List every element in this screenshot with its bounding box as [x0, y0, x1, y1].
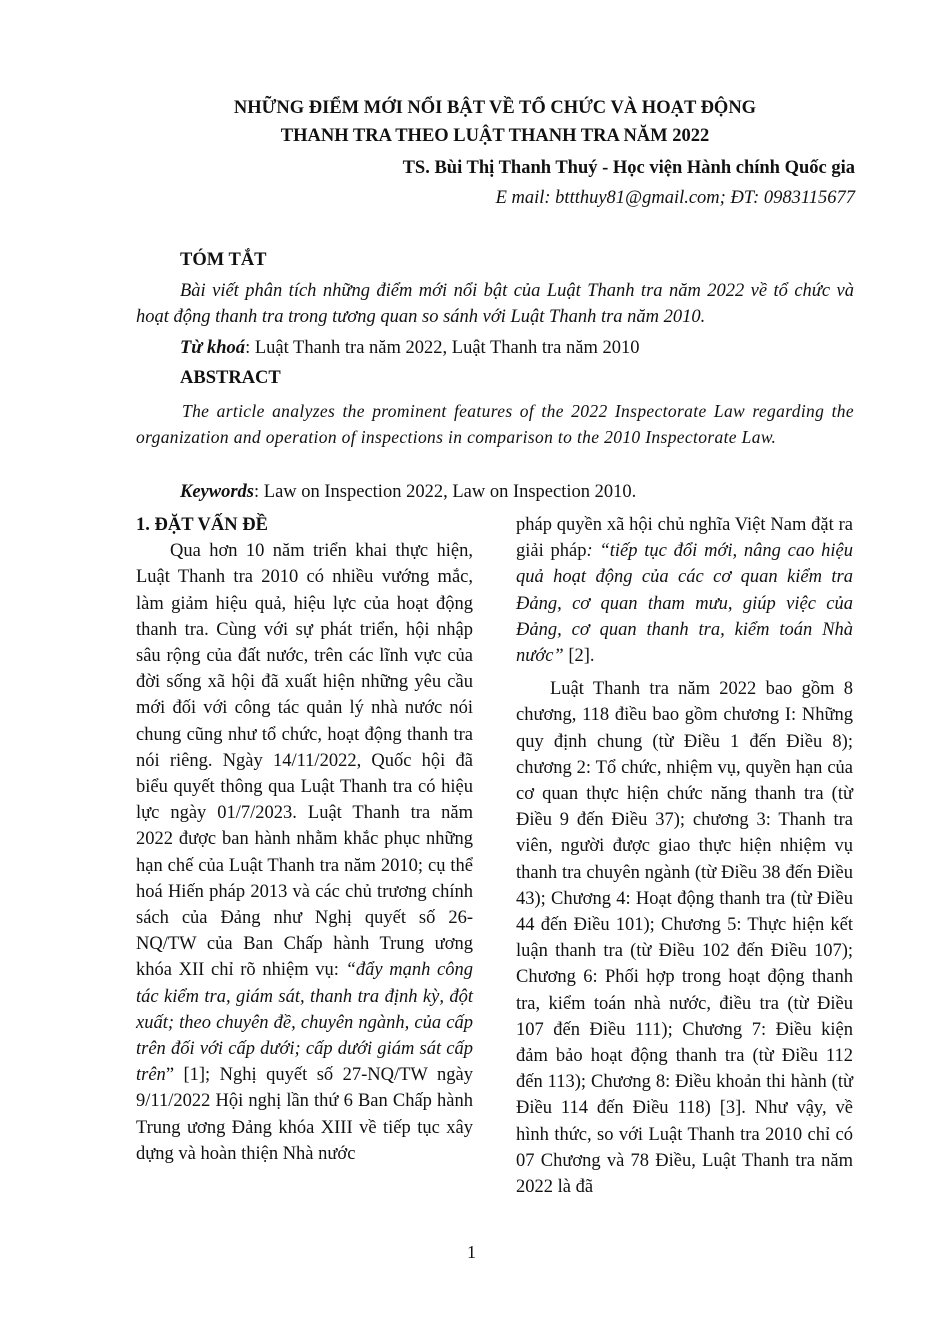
summary-heading: TÓM TẮT [180, 250, 267, 270]
right-paragraph-1 [516, 512, 853, 669]
left-text-b: ” [1]; Nghị quyết số 27-NQ/TW ngày 9/11/2022 Hội nghị lần thứ 6 Ban Chấp hành Trung ương Đảng khóa XIII về tiếp tục xây dựng và hoàn thiện Nhà nước [136, 1065, 473, 1164]
email-line: E mail: bttthuy81@gmail.com; ĐT: 0983115677 [495, 188, 855, 208]
abstract-keywords-text: : Law on Inspection 2022, Law on Inspection 2010. [254, 482, 637, 502]
left-column [136, 512, 473, 1167]
abstract-keywords-label: Keywords [180, 482, 254, 502]
abstract-heading: ABSTRACT [180, 368, 281, 388]
left-text-a: Qua hơn 10 năm triển khai thực hiện, Luật Thanh tra 2010 có nhiều vướng mắc, làm giảm hiệu quả, hiệu lực của hoạt động thanh tra. Cùng với sự phát triển, hội nhập sâu rộng của đất nước, trên các lĩnh vực của đời sống xã hội đã xuất hiện những yêu cầu mới đối với công tác quản lý nhà nước nói chung cũng như tổ chức, hoạt động thanh tra nói riêng. Ngày 14/11/2022, Quốc hội đã biểu quyết thông qua Luật Thanh tra có hiệu lực ngày 01/7/2023. Luật Thanh tra năm 2022 được ban hành nhằm khắc phục những hạn chế của Luật Thanh tra năm 2010; cụ thể hoá Hiến pháp 2013 và các chủ trương chính sách của Đảng như Nghị quyết số 26-NQ/TW của Ban Chấp hành Trung ương khóa XII chỉ rõ nhiệm vụ: [136, 541, 473, 981]
summary-keywords-label: Từ khoá [180, 338, 246, 358]
left-paragraph [136, 538, 473, 1167]
abstract-text: The article analyzes the prominent features of the 2022 Inspectorate Law regarding the organization and operation of inspections in comparison to the 2010 Inspectorate Law. [136, 401, 854, 447]
section-heading: 1. ĐẶT VẤN ĐỀ [136, 515, 268, 535]
right-paragraph-2: Luật Thanh tra năm 2022 bao gồm 8 chương, 118 điều bao gồm chương I: Những quy định chung (từ Điều 1 đến Điều 8); chương 2: Tổ chức, nhiệm vụ, quyền hạn của cơ quan thực hiện chức năng thanh tra (từ Điều 9 đến Điều 37); chương 3: Thanh tra viên, người được giao thực hiện nhiệm vụ thanh tra chuyên ngành (từ Điều 38 đến Điều 43); Chương 4: Hoạt động thanh tra (từ Điều 44 đến Điều 101); Chương 5: Thực hiện kết luận thanh tra (từ Điều 102 đến Điều 107); Chương 6: Phối hợp trong hoạt động thanh tra, kiểm toán nhà nước, điều tra (từ Điều 107 đến Điều 111); Chương 7: Điều kiện đảm bảo hoạt động thanh tra (từ Điều 112 đến 113); Chương 8: Điều khoản thi hành (từ Điều 114 đến Điều 118) [3]. Như vậy, về hình thức, so với Luật Thanh tra 2010 chỉ có 07 Chương và 78 Điều, Luật Thanh tra năm 2022 là đã [516, 679, 853, 1198]
page-number: 1 [467, 1242, 476, 1262]
title-line-1: NHỮNG ĐIỂM MỚI NỔI BẬT VỀ TỔ CHỨC VÀ HOẠT ĐỘNG [233, 98, 757, 118]
abstract-keywords [180, 482, 636, 503]
right-text-b: [2]. [563, 646, 595, 667]
summary-keywords [180, 338, 639, 359]
right-quote: : “tiếp tục đổi mới, nâng cao hiệu quả hoạt động của các cơ quan kiểm tra Đảng, cơ quan tham mưu, giúp việc của Đảng, cơ quan thanh tra, kiểm toán Nhà nước” [516, 541, 854, 667]
summary-keywords-text: : Luật Thanh tra năm 2022, Luật Thanh tra năm 2010 [245, 338, 640, 358]
author-line: TS. Bùi Thị Thanh Thuý - Học viện Hành chính Quốc gia [402, 158, 855, 178]
left-quote: “đẩy mạnh công tác kiểm tra, giám sát, thanh tra định kỳ, đột xuất; theo chuyên đề, chuyên ngành, của cấp trên đối với cấp dưới; cấp dưới giám sát cấp trên [136, 960, 473, 1086]
right-column [516, 512, 853, 1200]
title-line-2: THANH TRA THEO LUẬT THANH TRA NĂM 2022 [280, 126, 710, 146]
summary-text: Bài viết phân tích những điểm mới nổi bật của Luật Thanh tra năm 2022 về tổ chức và hoạt động thanh tra trong tương quan so sánh với Luật Thanh tra năm 2010. [136, 281, 854, 327]
right-text-a: pháp quyền xã hội chủ nghĩa Việt Nam đặt ra giải pháp [516, 515, 853, 562]
